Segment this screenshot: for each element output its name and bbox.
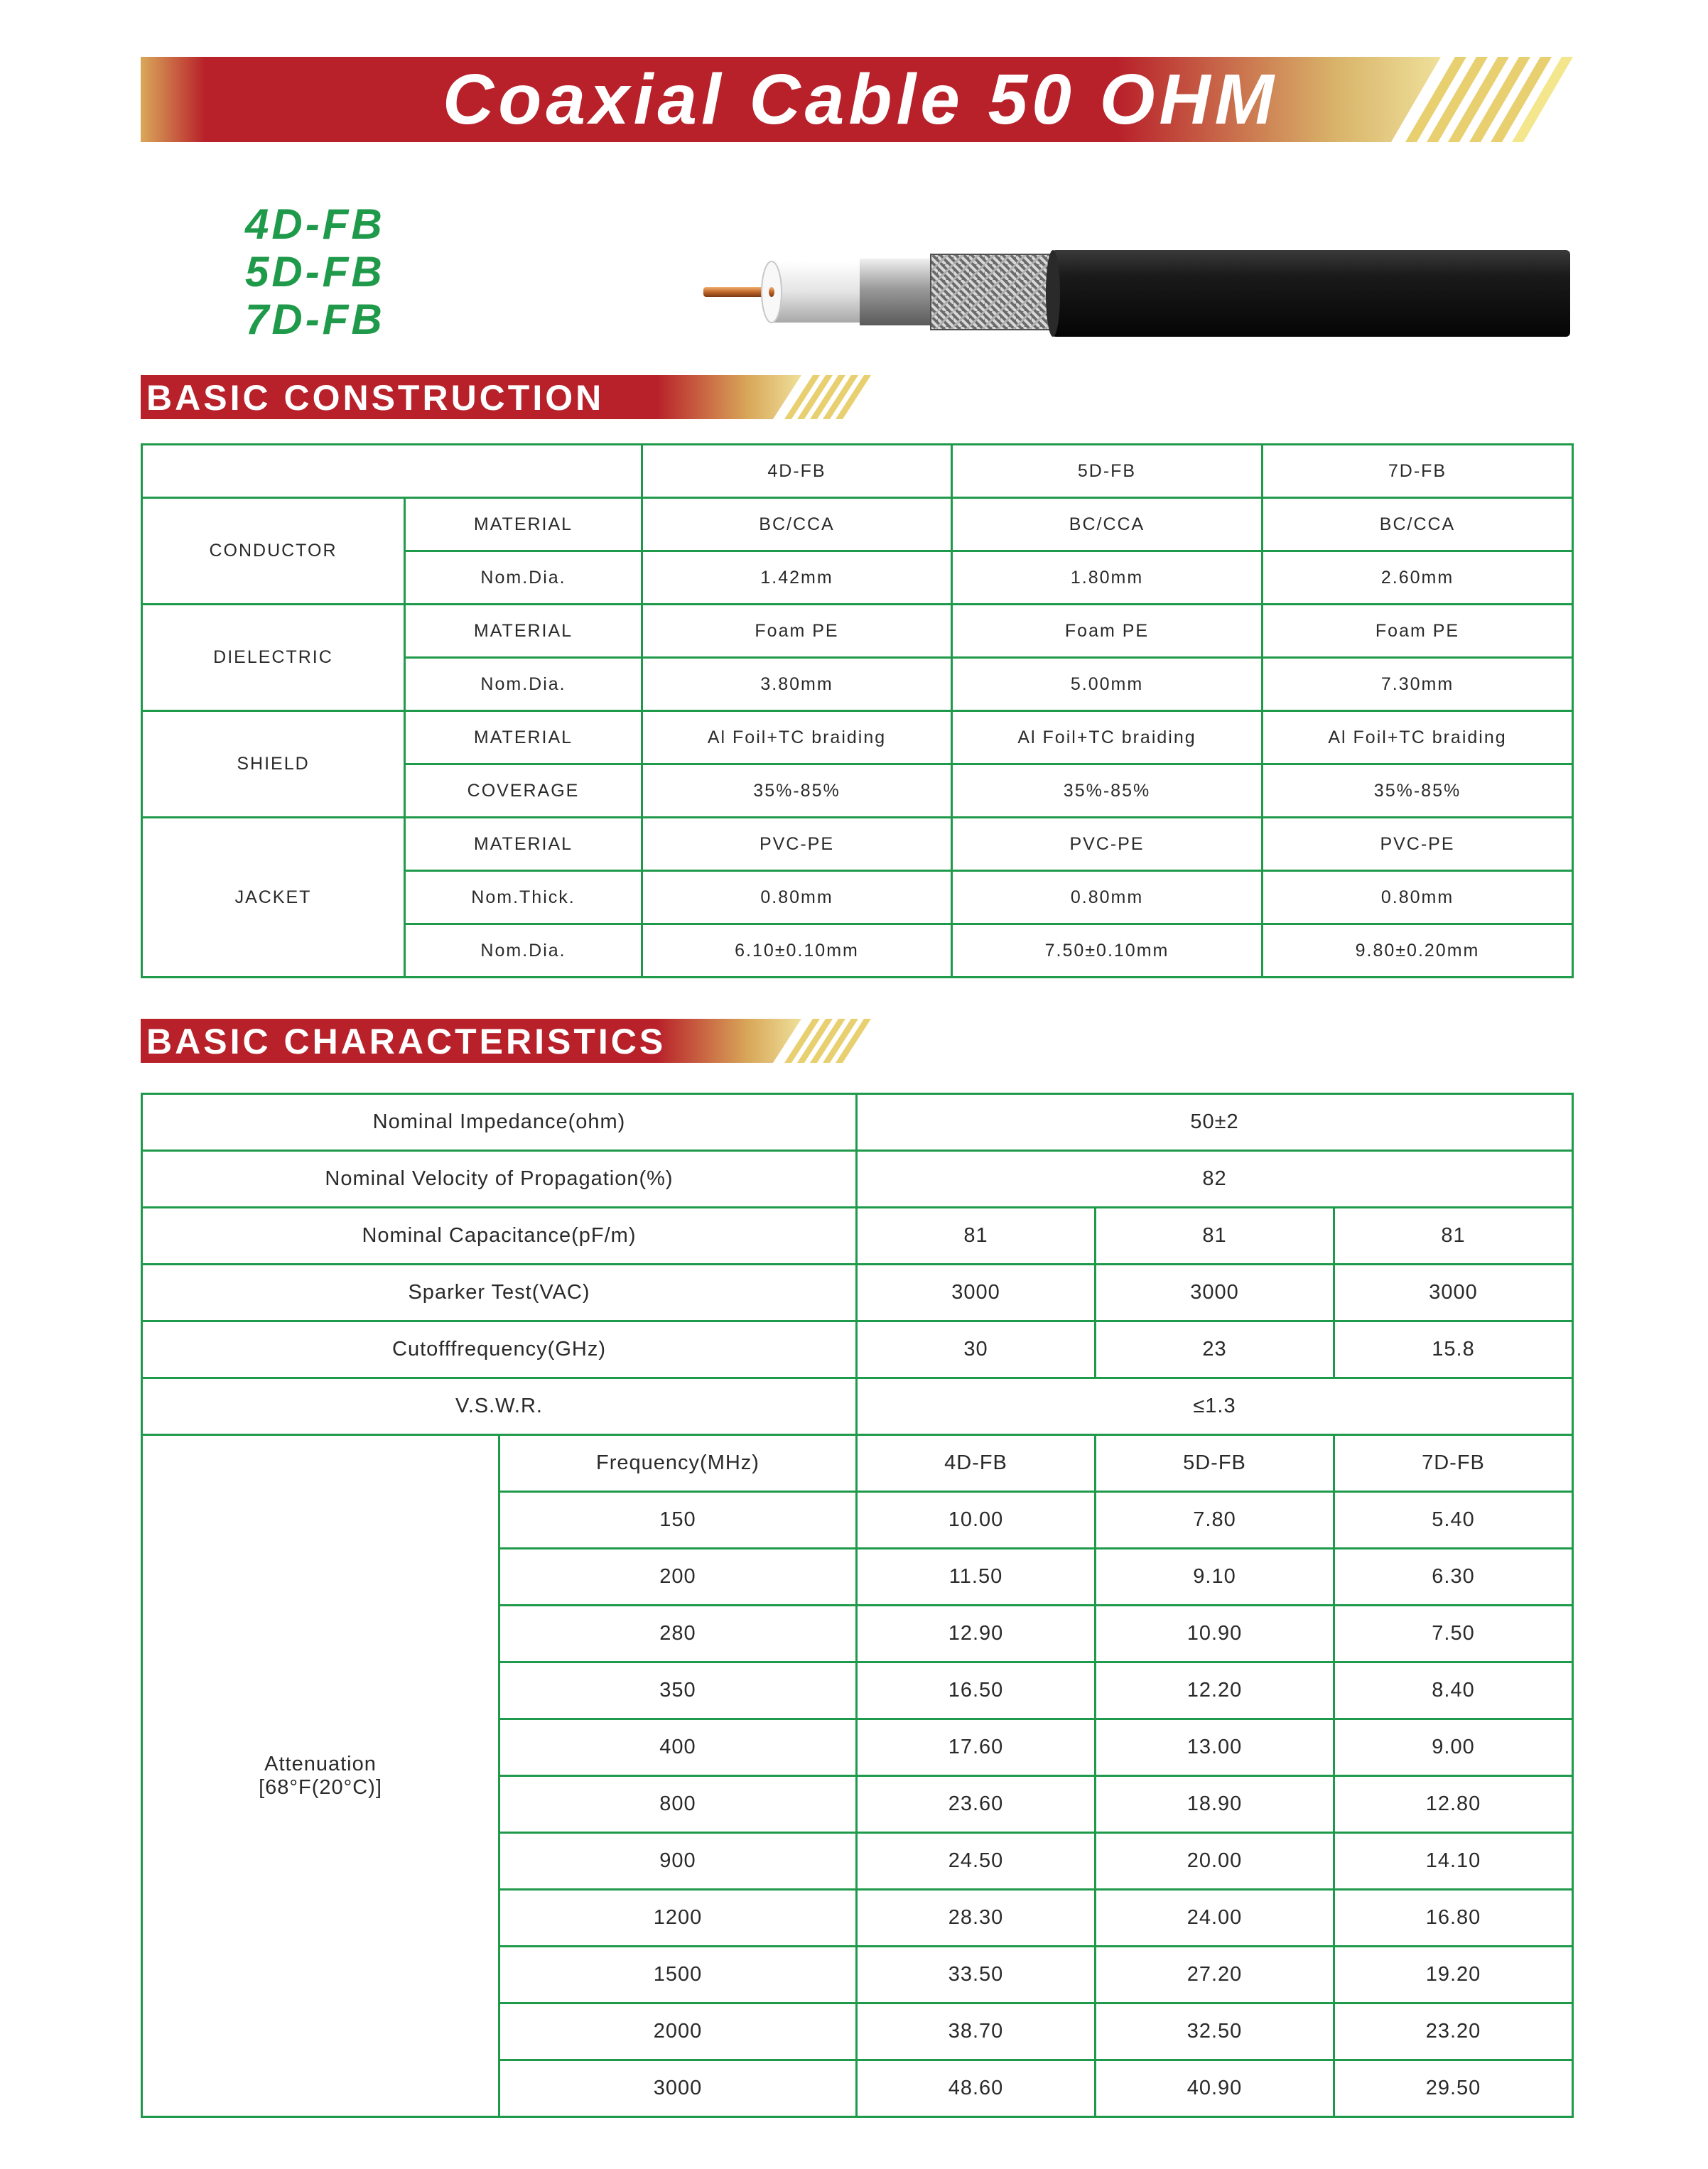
row-label: Cutofffrequency(GHz) [142, 1321, 857, 1378]
table-cell: 9.10 [1096, 1549, 1334, 1606]
construction-table [141, 443, 1574, 978]
table-cell: 12.90 [857, 1606, 1096, 1662]
table-cell: 1200 [499, 1890, 857, 1947]
table-cell: 6.10±0.10mm [642, 924, 952, 978]
row-label: MATERIAL [405, 498, 642, 551]
row-label: COVERAGE [405, 764, 642, 818]
table-cell: PVC-PE [1263, 818, 1573, 871]
group-label: DIELECTRIC [142, 605, 405, 711]
table-cell: 8.40 [1334, 1662, 1573, 1719]
table-cell: 6.30 [1334, 1549, 1573, 1606]
table-cell: 24.00 [1096, 1890, 1334, 1947]
table-cell: 0.80mm [642, 871, 952, 924]
table-cell: 30 [857, 1321, 1096, 1378]
row-label: Nom.Thick. [405, 871, 642, 924]
table-cell: Al Foil+TC braiding [642, 711, 952, 764]
table-cell: 16.80 [1334, 1890, 1573, 1947]
table-cell: 81 [857, 1208, 1096, 1265]
table-row [142, 605, 1573, 658]
row-label: Nominal Velocity of Propagation(%) [142, 1151, 857, 1208]
attenuation-header-row [142, 1435, 1573, 1492]
table-cell: 27.20 [1096, 1947, 1334, 2003]
table-cell: 7.80 [1096, 1492, 1334, 1549]
table-cell: 3.80mm [642, 658, 952, 711]
table-cell: 2.60mm [1263, 551, 1573, 605]
group-label: SHIELD [142, 711, 405, 818]
table-cell: Foam PE [642, 605, 952, 658]
model-list [245, 200, 385, 343]
column-header: 4D-FB [857, 1435, 1096, 1492]
table-cell: 20.00 [1096, 1833, 1334, 1890]
table-cell: 800 [499, 1776, 857, 1833]
table-cell: 12.80 [1334, 1776, 1573, 1833]
row-label: Nom.Dia. [405, 658, 642, 711]
table-cell: 10.90 [1096, 1606, 1334, 1662]
table-cell: 1500 [499, 1947, 857, 2003]
table-cell: 280 [499, 1606, 857, 1662]
column-header: 4D-FB [642, 445, 952, 498]
table-cell: 19.20 [1334, 1947, 1573, 2003]
row-label: Sparker Test(VAC) [142, 1265, 857, 1321]
column-header: 7D-FB [1263, 445, 1573, 498]
table-row [142, 818, 1573, 871]
table-cell: 40.90 [1096, 2060, 1334, 2117]
table-cell: 81 [1096, 1208, 1334, 1265]
table-cell: 3000 [1334, 1265, 1573, 1321]
table-cell: 5.00mm [952, 658, 1263, 711]
row-label: V.S.W.R. [142, 1378, 857, 1435]
table-cell: 82 [857, 1151, 1573, 1208]
table-cell: BC/CCA [1263, 498, 1573, 551]
table-cell: 28.30 [857, 1890, 1096, 1947]
row-label: Nom.Dia. [405, 551, 642, 605]
table-cell: 1.80mm [952, 551, 1263, 605]
model-name: 5D-FB [245, 248, 385, 296]
table-cell: 16.50 [857, 1662, 1096, 1719]
table-cell: 38.70 [857, 2003, 1096, 2060]
characteristics-section-header [141, 1019, 872, 1063]
table-cell: 11.50 [857, 1549, 1096, 1606]
table-cell: PVC-PE [952, 818, 1263, 871]
group-label: CONDUCTOR [142, 498, 405, 605]
table-cell: 23.60 [857, 1776, 1096, 1833]
characteristics-table [141, 1093, 1574, 2118]
column-header: 5D-FB [1096, 1435, 1334, 1492]
table-cell: 7.50 [1334, 1606, 1573, 1662]
table-cell: 17.60 [857, 1719, 1096, 1776]
model-name: 7D-FB [245, 296, 385, 343]
table-cell: 9.00 [1334, 1719, 1573, 1776]
table-cell: 3000 [499, 2060, 857, 2117]
table-row [142, 711, 1573, 764]
group-label: JACKET [142, 818, 405, 978]
table-cell: 23.20 [1334, 2003, 1573, 2060]
table-cell: BC/CCA [642, 498, 952, 551]
table-cell: 50±2 [857, 1094, 1573, 1151]
table-cell: 1.42mm [642, 551, 952, 605]
table-cell: 32.50 [1096, 2003, 1334, 2060]
row-label: Nom.Dia. [405, 924, 642, 978]
section-title: BASIC CHARACTERISTICS [146, 1022, 666, 1061]
column-header: 5D-FB [952, 445, 1263, 498]
table-row [142, 1321, 1573, 1378]
column-header: 7D-FB [1334, 1435, 1573, 1492]
table-cell: 3000 [1096, 1265, 1334, 1321]
table-cell: 5.40 [1334, 1492, 1573, 1549]
table-cell: 350 [499, 1662, 857, 1719]
table-cell: Al Foil+TC braiding [1263, 711, 1573, 764]
table-row [142, 1265, 1573, 1321]
table-cell: 900 [499, 1833, 857, 1890]
table-cell: Al Foil+TC braiding [952, 711, 1263, 764]
table-cell: 33.50 [857, 1947, 1096, 2003]
table-cell: BC/CCA [952, 498, 1263, 551]
table-cell [142, 445, 642, 498]
table-cell: 0.80mm [952, 871, 1263, 924]
table-row [142, 1094, 1573, 1151]
model-name: 4D-FB [245, 200, 385, 248]
construction-section-header [141, 375, 872, 419]
attenuation-label [142, 1435, 499, 2117]
table-cell: 48.60 [857, 2060, 1096, 2117]
section-title: BASIC CONSTRUCTION [146, 378, 605, 418]
table-cell: 3000 [857, 1265, 1096, 1321]
table-cell: 35%-85% [952, 764, 1263, 818]
table-cell: 7.50±0.10mm [952, 924, 1263, 978]
row-label: MATERIAL [405, 711, 642, 764]
table-cell: Foam PE [952, 605, 1263, 658]
table-cell: 12.20 [1096, 1662, 1334, 1719]
table-cell: 9.80±0.20mm [1263, 924, 1573, 978]
table-cell: 400 [499, 1719, 857, 1776]
table-cell: 200 [499, 1549, 857, 1606]
table-cell: 14.10 [1334, 1833, 1573, 1890]
table-cell: 35%-85% [1263, 764, 1573, 818]
table-cell: ≤1.3 [857, 1378, 1573, 1435]
table-row [142, 498, 1573, 551]
table-cell: 24.50 [857, 1833, 1096, 1890]
table-cell: PVC-PE [642, 818, 952, 871]
column-header: Frequency(MHz) [499, 1435, 857, 1492]
row-label: Nominal Impedance(ohm) [142, 1094, 857, 1151]
table-cell: 15.8 [1334, 1321, 1573, 1378]
page-title: Coaxial Cable 50 OHM [443, 60, 1278, 139]
title-banner [141, 57, 1580, 142]
row-label: Nominal Capacitance(pF/m) [142, 1208, 857, 1265]
row-label: MATERIAL [405, 818, 642, 871]
table-cell: Foam PE [1263, 605, 1573, 658]
table-cell: 7.30mm [1263, 658, 1573, 711]
table-cell: 150 [499, 1492, 857, 1549]
table-cell: 0.80mm [1263, 871, 1573, 924]
table-row [142, 1378, 1573, 1435]
table-cell: 18.90 [1096, 1776, 1334, 1833]
row-label: MATERIAL [405, 605, 642, 658]
table-cell: 13.00 [1096, 1719, 1334, 1776]
table-cell: 29.50 [1334, 2060, 1573, 2117]
table-cell: 23 [1096, 1321, 1334, 1378]
table-header-row [142, 445, 1573, 498]
table-cell: 35%-85% [642, 764, 952, 818]
attenuation-label-line: [68°F(20°C)] [259, 1775, 382, 1799]
table-row [142, 1151, 1573, 1208]
attenuation-label-line: Attenuation [264, 1752, 377, 1775]
coaxial-cable-image [703, 249, 1570, 342]
table-cell: 10.00 [857, 1492, 1096, 1549]
table-cell: 81 [1334, 1208, 1573, 1265]
table-row [142, 1208, 1573, 1265]
table-cell: 2000 [499, 2003, 857, 2060]
